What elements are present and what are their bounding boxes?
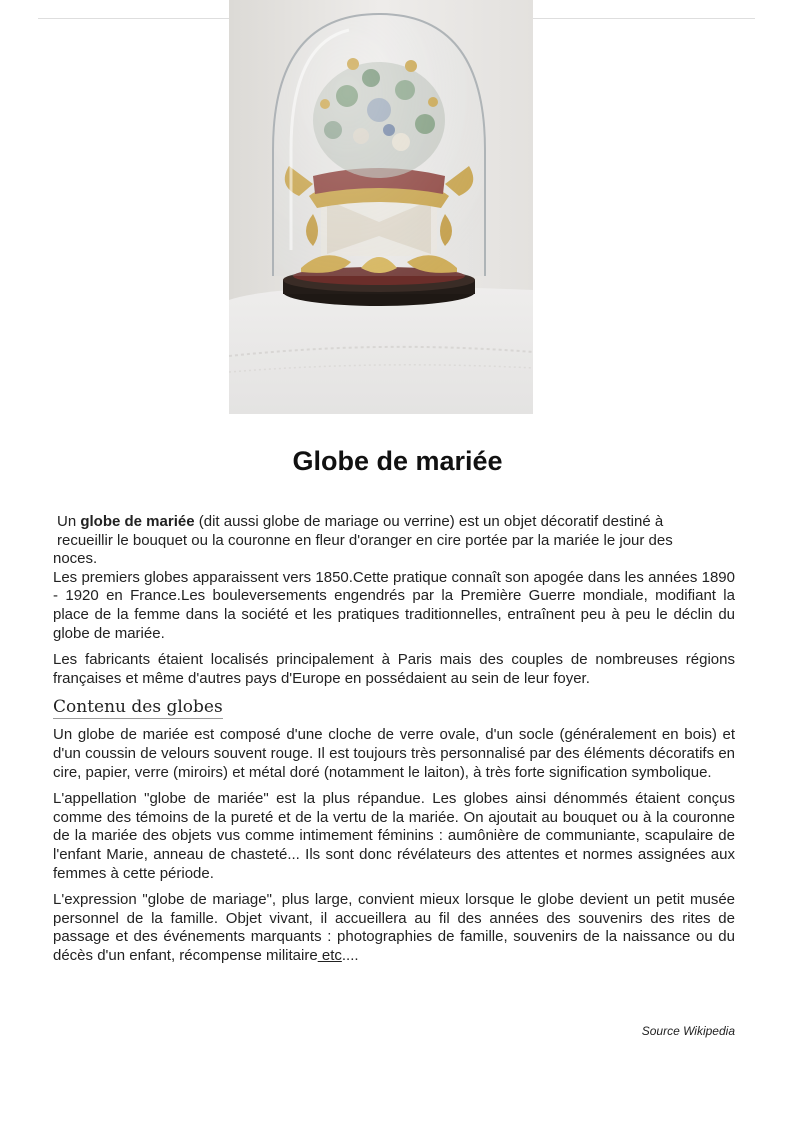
appellation-paragraph: L'appellation "globe de mariée" est la plus répandue. Les globes ainsi dénommés étaient conçus comme des témoins de la pureté et de la vertu de la mariée. On ajoutait au bouquet ou à la couronne de la mariée des objets vus comme intimement féminins : aumônière de communiante, scapulaire de l'enfant Marie, anneau de chasteté... Ils sont donc révélateurs des attentes et normes assignées aux femmes à cette période. <box>53 790 735 882</box>
expression-end: .... <box>341 946 359 964</box>
article-body <box>53 513 735 965</box>
history-text-b: , modifiant la place de la femme dans la société et les pratiques traditionnelles, entraînent peu à peu le déclin du globe de mariée. <box>53 587 735 642</box>
intro-term: globe de mariée <box>80 513 195 530</box>
intro-lead: Un <box>57 513 81 530</box>
source-credit: Source Wikipedia <box>641 1024 735 1038</box>
intro-line2: recueillir le bouquet ou la couronne en fleur d'oranger en cire portée par la mariée le jour des <box>57 531 673 549</box>
intro-paragraph <box>53 513 735 569</box>
history-text-a: Les premiers globes apparaissent vers 1850.Cette pratique connaît son apogée dans les années 1890 - 1920 en France.Les bouleversements engendrés par la <box>53 568 735 605</box>
wedding-globe-photo <box>229 0 533 414</box>
intro-line3: noces. <box>53 550 98 568</box>
expression-text: L'expression "globe de mariage", plus large, convient mieux lorsque le globe devient un petit musée personnel de la famille. Objet vivant, il accueillera au fil des années des souvenirs des rites de passage et des événements marquants : photographies de famille, souvenirs de la naissance ou du décès d'un enfant, récompense militaire <box>53 891 735 964</box>
composition-paragraph: Un globe de mariée est composé d'une cloche de verre ovale, d'un socle (généralement en bois) et d'un coussin de velours souvent rouge. Il est toujours très personnalisé par des éléments décoratifs en cire, papier, verre (miroirs) et métal doré (notamment le laiton), à très forte signification symbolique. <box>53 726 735 781</box>
etc-link[interactable]: etc <box>317 946 342 964</box>
history-paragraph <box>53 569 735 643</box>
section-heading: Contenu des globes <box>53 697 223 718</box>
ww1-link[interactable]: Première Guerre mondiale <box>460 587 644 605</box>
makers-paragraph: Les fabricants étaient localisés principalement à Paris mais des couples de nombreuses régions françaises et même d'autres pays d'Europe en possédaient au sein de leur foyer. <box>53 651 735 687</box>
page-title: Globe de mariée <box>292 446 503 476</box>
intro-line1: (dit aussi globe de mariage ou verrine) est un objet décoratif destiné à <box>194 513 664 530</box>
expression-paragraph <box>53 891 735 965</box>
